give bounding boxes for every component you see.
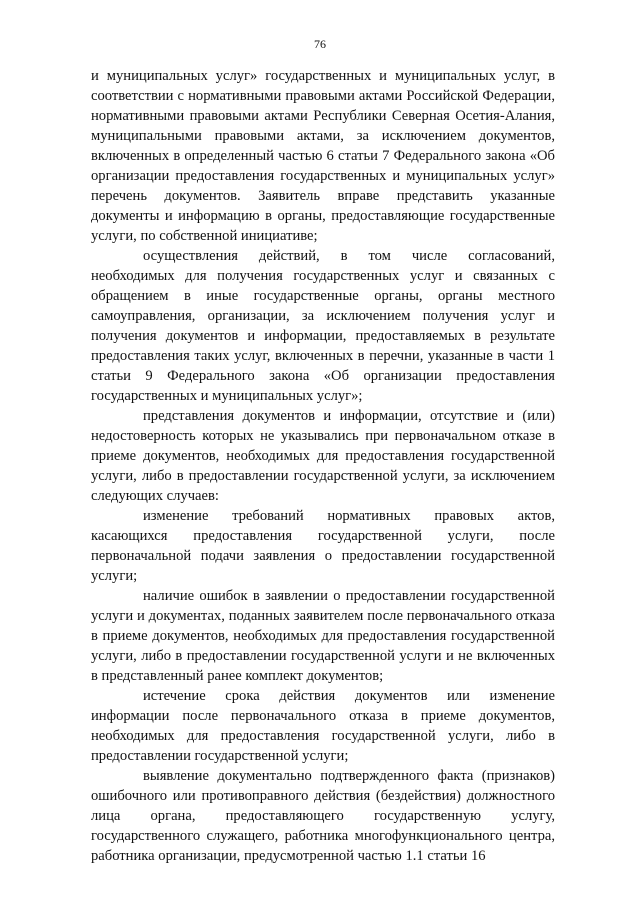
page-number: 76 bbox=[314, 37, 326, 51]
document-body bbox=[91, 66, 555, 866]
paragraph-requirements-change: изменение требований нормативных правовых актов, касающихся предоставления государственной услуги, после первоначальной подачи заявления о предоставлении государственной услуги; bbox=[91, 508, 555, 584]
paragraph-actions-approvals: осуществления действий, в том числе согласований, необходимых для получения государственных услуг и связанных с обращением в иные государственные органы, органы местного самоуправления, организации, за исключением получения услуг и получения документов и информации, предоставляемых в результате предоставления таких услуг, включенных в перечни, указанные в части 1 статьи 9 Федерального закона «Об организации предоставления государственных и муниципальных услуг»; bbox=[91, 248, 555, 404]
paragraph-documents-not-indicated: представления документов и информации, отсутствие и (или) недостоверность которых не указывались при первоначальном отказе в приеме документов, необходимых для предоставления государственной услуги, либо в предоставлении государственной услуги, за исключением следующих случаев: bbox=[91, 408, 555, 504]
paragraph-documents-expiry: истечение срока действия документов или изменение информации после первоначального отказа в приеме документов, необходимых для предоставления государственной услуги, либо в предоставлении государственной услуги; bbox=[91, 688, 555, 764]
paragraph-continued-list-item: и муниципальных услуг» государственных и муниципальных услуг, в соответствии с нормативными правовыми актами Российской Федерации, нормативными правовыми актами Республики Северная Осетия-Алания, муниципальными правовыми актами, за исключением документов, включенных в определенный частью 6 статьи 7 Федерального закона «Об организации предоставления государственных и муниципальных услуг» перечень документов. Заявитель вправе представить указанные документы и информацию в органы, предоставляющие государственные услуги, по собственной инициативе; bbox=[91, 68, 555, 244]
paragraph-errors-in-application: наличие ошибок в заявлении о предоставлении государственной услуги и документах, поданных заявителем после первоначального отказа в приеме документов, необходимых для предоставления государственной услуги, либо в предоставлении государственной услуги и не включенных в представленный ранее комплект документов; bbox=[91, 588, 555, 684]
paragraph-erroneous-action-detected: выявление документально подтвержденного факта (признаков) ошибочного или противоправного действия (бездействия) должностного лица органа, предоставляющего государственную услугу, государственного служащего, работника многофункционального центра, работника организации, предусмотренной частью 1.1 статьи 16 bbox=[91, 768, 555, 864]
